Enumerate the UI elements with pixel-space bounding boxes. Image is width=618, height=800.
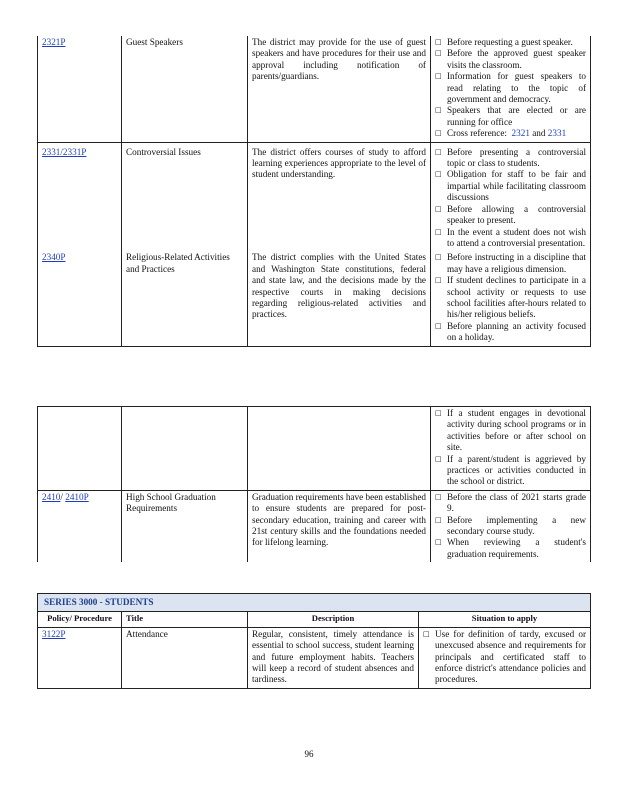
- situation-cell: [419, 627, 591, 688]
- bullet-box-icon: □: [435, 129, 442, 138]
- list-item: □ Before presenting a controversial topic or class to students.: [435, 146, 586, 169]
- situation-list: [435, 252, 586, 343]
- situation-list: [423, 629, 586, 686]
- situation-list: [435, 408, 586, 488]
- policy-cell: [38, 36, 122, 142]
- list-item: □ If a student engages in devotional activity during school programs or in activities before or after school on site.: [435, 408, 586, 453]
- list-item: □ In the event a student does not wish to attend a controversial presentation.: [435, 226, 586, 248]
- situation-cell: [431, 490, 591, 562]
- list-item: □ Before the approved guest speaker visits the classroom.: [435, 48, 586, 70]
- list-item: □ Before instructing in a discipline that may have a religious dimension.: [435, 252, 586, 274]
- title-cell: Guest Speakers: [122, 36, 248, 142]
- list-item: □ Before the class of 2021 starts grade 9.: [435, 491, 586, 514]
- policy-cell: [38, 407, 122, 491]
- policy-table-continued: [37, 406, 591, 562]
- description-cell: The district complies with the United States and Washington State constitutions, federal and state law, and the decisions made by the respective courts in making decisions regarding religious-related activities and practices.: [248, 251, 431, 346]
- bullet-box-icon: □: [435, 409, 442, 417]
- bullet-box-icon: □: [435, 492, 442, 501]
- situation-list: [435, 37, 586, 140]
- policy-table-top: [37, 36, 591, 347]
- description-cell: [248, 407, 431, 491]
- bullet-box-icon: □: [435, 321, 442, 330]
- policy-cell: [38, 251, 122, 346]
- table-row: [38, 251, 591, 346]
- table-row: [38, 142, 591, 251]
- policy-link-2340p[interactable]: 2340P: [42, 252, 66, 263]
- table-row: [38, 36, 591, 142]
- bullet-box-icon: □: [435, 253, 442, 262]
- bullet-box-icon: □: [435, 147, 442, 156]
- description-cell: Graduation requirements have been established to ensure students are prepared for post-secondary education, training and career with 21st century skills and the foundations needed for lifelong learning.: [248, 490, 431, 562]
- column-header-row: [38, 612, 591, 627]
- column-header-situation: Situation to apply: [419, 612, 591, 627]
- description-cell: The district may provide for the use of guest speakers and have procedures for their use and approval including notification of parents/guardians.: [248, 36, 431, 142]
- column-header-policy: Policy/ Procedure: [38, 612, 122, 627]
- title-cell: High School Graduation Requirements: [122, 490, 248, 562]
- list-item: □ If a parent/student is aggrieved by practices or activities conducted in the school or district.: [435, 453, 586, 487]
- situation-cell: [431, 251, 591, 346]
- policy-cell: [38, 142, 122, 251]
- column-header-title: Title: [122, 612, 248, 627]
- title-cell: [122, 407, 248, 491]
- list-item: □ Information for guest speakers to read relating to the topic of government and democracy.: [435, 71, 586, 105]
- policy-link-2331[interactable]: 2331/2331P: [42, 146, 87, 157]
- situation-cell: [431, 407, 591, 491]
- table-row: [38, 407, 591, 491]
- list-item: □ If student declines to participate in a school activity or requests to use school facilities after-hours related to his/her religious beliefs.: [435, 275, 586, 320]
- bullet-box-icon: □: [423, 629, 430, 638]
- policy-cell: [38, 627, 122, 688]
- situation-cell: [431, 142, 591, 251]
- crossref-link-2331[interactable]: 2331: [547, 128, 567, 139]
- list-item: □ Before allowing a controversial speaker to present.: [435, 203, 586, 226]
- list-item: □ Speakers that are elected or are running for office: [435, 105, 586, 127]
- bullet-box-icon: □: [435, 204, 442, 213]
- list-item: □ Use for definition of tardy, excused or unexcused absence and requirements for principals and certificated staff to enforce district's attendance policies and procedures.: [423, 628, 587, 685]
- bullet-box-icon: □: [435, 227, 442, 236]
- title-cell: Religious-Related Activities and Practices: [122, 251, 248, 346]
- bullet-box-icon: □: [435, 106, 442, 115]
- bullet-box-icon: □: [435, 454, 442, 463]
- list-item: □ When reviewing a student's graduation requirements.: [435, 537, 586, 559]
- policy-link-2410p[interactable]: 2410P: [65, 491, 89, 502]
- series-header-row: [38, 594, 591, 612]
- situation-cell: [431, 36, 591, 142]
- bullet-box-icon: □: [435, 49, 442, 58]
- bullet-box-icon: □: [435, 38, 442, 46]
- bullet-box-icon: □: [435, 72, 442, 81]
- situation-list: [435, 147, 586, 250]
- description-cell: The district offers courses of study to afford learning experiences appropriate to the level of student understanding.: [248, 142, 431, 251]
- policy-link-2410[interactable]: 2410: [42, 491, 61, 502]
- title-cell: Controversial Issues: [122, 142, 248, 251]
- series-students-table: [37, 593, 591, 689]
- description-cell: Regular, consistent, timely attendance is essential to school success, student learning and future employment habits. Teachers will keep a record of student absences and tardiness.: [248, 627, 419, 688]
- table-row: [38, 627, 591, 688]
- policy-cell: 2410/ 2410P: [38, 490, 122, 562]
- policy-link-3122p[interactable]: 3122P: [42, 628, 66, 639]
- bullet-box-icon: □: [435, 276, 442, 285]
- title-cell: Attendance: [122, 627, 248, 688]
- list-item: □ Before implementing a new secondary course study.: [435, 514, 586, 537]
- list-item: □ Before requesting a guest speaker.: [435, 37, 573, 47]
- cross-reference: □ Cross reference: 2321 and 2331: [435, 128, 567, 139]
- bullet-box-icon: □: [435, 538, 442, 547]
- list-item: □ Before planning an activity focused on a holiday.: [435, 320, 586, 343]
- table-row: [38, 490, 591, 562]
- series-heading: SERIES 3000 - STUDENTS: [38, 594, 591, 612]
- policy-link-2321p[interactable]: 2321P: [42, 37, 66, 47]
- page-number: 96: [304, 749, 314, 759]
- column-header-description: Description: [248, 612, 419, 627]
- bullet-box-icon: □: [435, 170, 442, 179]
- crossref-link-2321[interactable]: 2321: [511, 128, 530, 139]
- situation-list: [435, 492, 586, 560]
- list-item: □ Obligation for staff to be fair and impartial while facilitating classroom discussions: [435, 169, 586, 203]
- bullet-box-icon: □: [435, 515, 442, 524]
